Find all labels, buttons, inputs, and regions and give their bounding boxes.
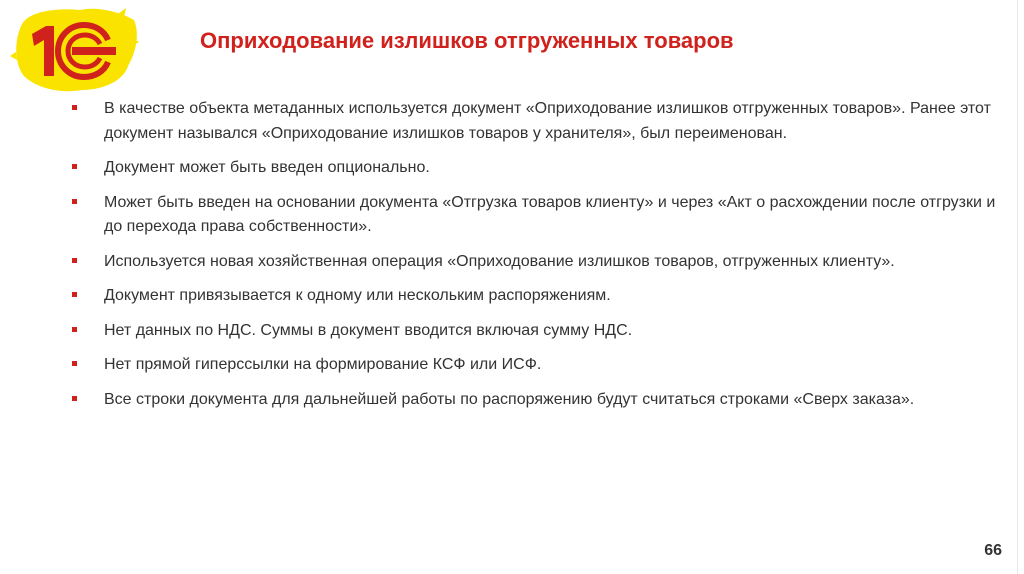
bullet-text: Документ может быть введен опционально. xyxy=(104,159,430,176)
bullet-marker xyxy=(72,292,77,297)
bullet-marker xyxy=(72,199,77,204)
bullet-text: Нет данных по НДС. Суммы в документ вводится включая сумму НДС. xyxy=(104,321,633,339)
bullet-text: Используется новая хозяйственная операция «Оприходование излишков товаров, отгруженных клиенту». xyxy=(104,252,895,270)
slide-edge-divider xyxy=(1017,0,1018,574)
bullet-marker xyxy=(72,105,77,110)
bullet-text: Нет прямой гиперссылки на формирование КСФ или ИСФ. xyxy=(104,356,542,373)
bullet-text: Все строки документа для дальнейшей работы по распоряжению будут считаться строками «Сверх заказа». xyxy=(104,390,915,408)
slide-title: Оприходование излишков отгруженных товаров xyxy=(200,28,734,53)
list-item xyxy=(72,284,1007,309)
list-item xyxy=(72,388,1007,413)
bullet-marker xyxy=(72,327,77,332)
list-item xyxy=(72,319,1007,344)
list-item xyxy=(72,353,1007,378)
bullet-marker xyxy=(72,361,77,366)
list-item xyxy=(72,191,1007,240)
list-item xyxy=(72,250,1007,275)
list-item xyxy=(72,156,1007,181)
bullet-text: Может быть введен на основании документа «Отгрузка товаров клиенту» и через «Акт о расхождении после отгрузки и до перехода права собственности». xyxy=(104,193,996,235)
bullet-list xyxy=(72,97,1007,422)
bullet-text: Документ привязывается к одному или нескольким распоряжениям. xyxy=(104,287,611,304)
1c-logo-icon xyxy=(8,4,140,96)
list-item xyxy=(72,97,1007,146)
bullet-text: В качестве объекта метаданных используется документ «Оприходование излишков отгруженных товаров». Ранее этот документ назывался «Оприходование излишков товаров у хранителя», был переименован. xyxy=(104,100,991,142)
page-number: 66 xyxy=(984,542,1002,559)
bullet-marker xyxy=(72,258,77,263)
bullet-marker xyxy=(72,164,77,169)
bullet-marker xyxy=(72,396,77,401)
